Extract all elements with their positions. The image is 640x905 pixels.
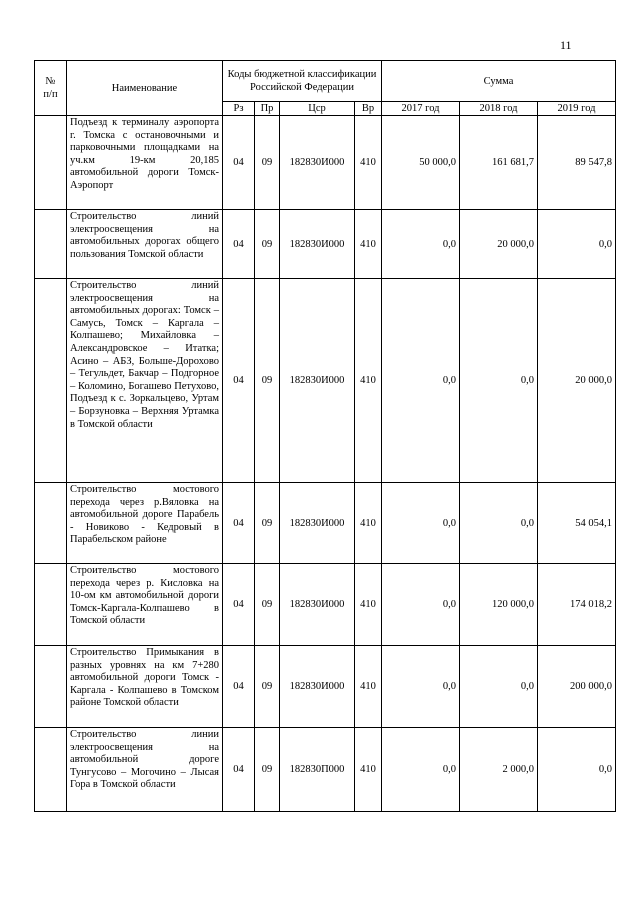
row-pr: 09 xyxy=(255,564,280,646)
row-2019: 20 000,0 xyxy=(538,279,616,483)
row-2017: 50 000,0 xyxy=(382,116,460,210)
row-num-cell xyxy=(35,210,67,279)
table-row xyxy=(35,279,616,483)
row-2018: 0,0 xyxy=(460,646,538,728)
row-name: Строительство линии электроосвещения на автомобильной дороге Тунгусово – Могочино – Лысая Гора в Томской области xyxy=(67,728,223,812)
row-vr: 410 xyxy=(355,564,382,646)
row-csr: 182830П000 xyxy=(280,728,355,812)
row-2019: 0,0 xyxy=(538,728,616,812)
row-name: Строительство мостового перехода через р.Вяловка на автомобильной дороге Парабель - Новиково - Кедровый в Парабельском районе xyxy=(67,483,223,564)
header-pr: Пр xyxy=(255,102,280,116)
row-name: Строительство линий электроосвещения на автомобильных дорогах: Томск – Самусь, Томск – Каргала – Колпашево; Михайловка – Александровское – Итатка; Асино – АБЗ, Больше-Дорохово – Тегульдет, Бакчар – Подгорное – Коломино, Богашево Петухово, Подъезд к с. Зоркальцево, Уртам – Борзуновка – Верхняя Уртамка в Томской области xyxy=(67,279,223,483)
budget-table xyxy=(34,60,616,812)
row-csr: 182830И000 xyxy=(280,483,355,564)
row-rz: 04 xyxy=(223,279,255,483)
row-rz: 04 xyxy=(223,116,255,210)
row-csr: 182830И000 xyxy=(280,646,355,728)
header-rz: Рз xyxy=(223,102,255,116)
row-num-cell xyxy=(35,564,67,646)
row-vr: 410 xyxy=(355,279,382,483)
row-2018: 0,0 xyxy=(460,279,538,483)
row-2017: 0,0 xyxy=(382,210,460,279)
row-vr: 410 xyxy=(355,728,382,812)
row-2017: 0,0 xyxy=(382,646,460,728)
header-csr: Цср xyxy=(280,102,355,116)
header-2017: 2017 год xyxy=(382,102,460,116)
row-num-cell xyxy=(35,646,67,728)
row-name: Строительство линий электроосвещения на автомобильных дорогах общего пользования Томской области xyxy=(67,210,223,279)
row-rz: 04 xyxy=(223,483,255,564)
row-pr: 09 xyxy=(255,483,280,564)
table-row xyxy=(35,564,616,646)
row-pr: 09 xyxy=(255,210,280,279)
row-num-cell xyxy=(35,483,67,564)
table-row xyxy=(35,116,616,210)
row-2019: 0,0 xyxy=(538,210,616,279)
row-vr: 410 xyxy=(355,646,382,728)
header-num: № п/п xyxy=(35,61,67,116)
row-pr: 09 xyxy=(255,116,280,210)
row-vr: 410 xyxy=(355,483,382,564)
table-row xyxy=(35,210,616,279)
row-csr: 182830И000 xyxy=(280,564,355,646)
row-2017: 0,0 xyxy=(382,279,460,483)
header-vr: Вр xyxy=(355,102,382,116)
row-2017: 0,0 xyxy=(382,483,460,564)
table-row xyxy=(35,483,616,564)
row-name: Подъезд к терминалу аэропорта г. Томска с остановочными и парковочными площадками на уч.км 19-км 20,185 автомобильной дороги Томск-Аэропорт xyxy=(67,116,223,210)
row-2019: 174 018,2 xyxy=(538,564,616,646)
row-num-cell xyxy=(35,728,67,812)
header-2018: 2018 год xyxy=(460,102,538,116)
row-2019: 89 547,8 xyxy=(538,116,616,210)
row-csr: 182830И000 xyxy=(280,279,355,483)
row-2018: 0,0 xyxy=(460,483,538,564)
row-pr: 09 xyxy=(255,646,280,728)
row-2017: 0,0 xyxy=(382,564,460,646)
row-name: Строительство Примыкания в разных уровнях на км 7+280 автомобильной дороги Томск - Каргала - Колпашево в Томском районе Томской области xyxy=(67,646,223,728)
header-codes: Коды бюджетной классификации Российской Федерации xyxy=(223,61,382,102)
header-2019: 2019 год xyxy=(538,102,616,116)
row-name: Строительство мостового перехода через р. Кисловка на 10-ом км автомобильной дороги Томск-Каргала-Колпашево в Томской области xyxy=(67,564,223,646)
row-2018: 161 681,7 xyxy=(460,116,538,210)
header-row xyxy=(35,61,616,102)
row-2018: 2 000,0 xyxy=(460,728,538,812)
table-row xyxy=(35,646,616,728)
table-row xyxy=(35,728,616,812)
row-rz: 04 xyxy=(223,210,255,279)
row-2018: 120 000,0 xyxy=(460,564,538,646)
row-pr: 09 xyxy=(255,728,280,812)
row-2017: 0,0 xyxy=(382,728,460,812)
row-rz: 04 xyxy=(223,646,255,728)
page-number: 11 xyxy=(560,38,572,52)
row-rz: 04 xyxy=(223,728,255,812)
row-vr: 410 xyxy=(355,116,382,210)
row-csr: 182830И000 xyxy=(280,210,355,279)
row-pr: 09 xyxy=(255,279,280,483)
row-vr: 410 xyxy=(355,210,382,279)
row-csr: 182830И000 xyxy=(280,116,355,210)
header-name: Наименование xyxy=(67,61,223,116)
row-num-cell xyxy=(35,116,67,210)
row-2018: 20 000,0 xyxy=(460,210,538,279)
header-sum: Сумма xyxy=(382,61,616,102)
row-num-cell xyxy=(35,279,67,483)
row-rz: 04 xyxy=(223,564,255,646)
row-2019: 200 000,0 xyxy=(538,646,616,728)
row-2019: 54 054,1 xyxy=(538,483,616,564)
